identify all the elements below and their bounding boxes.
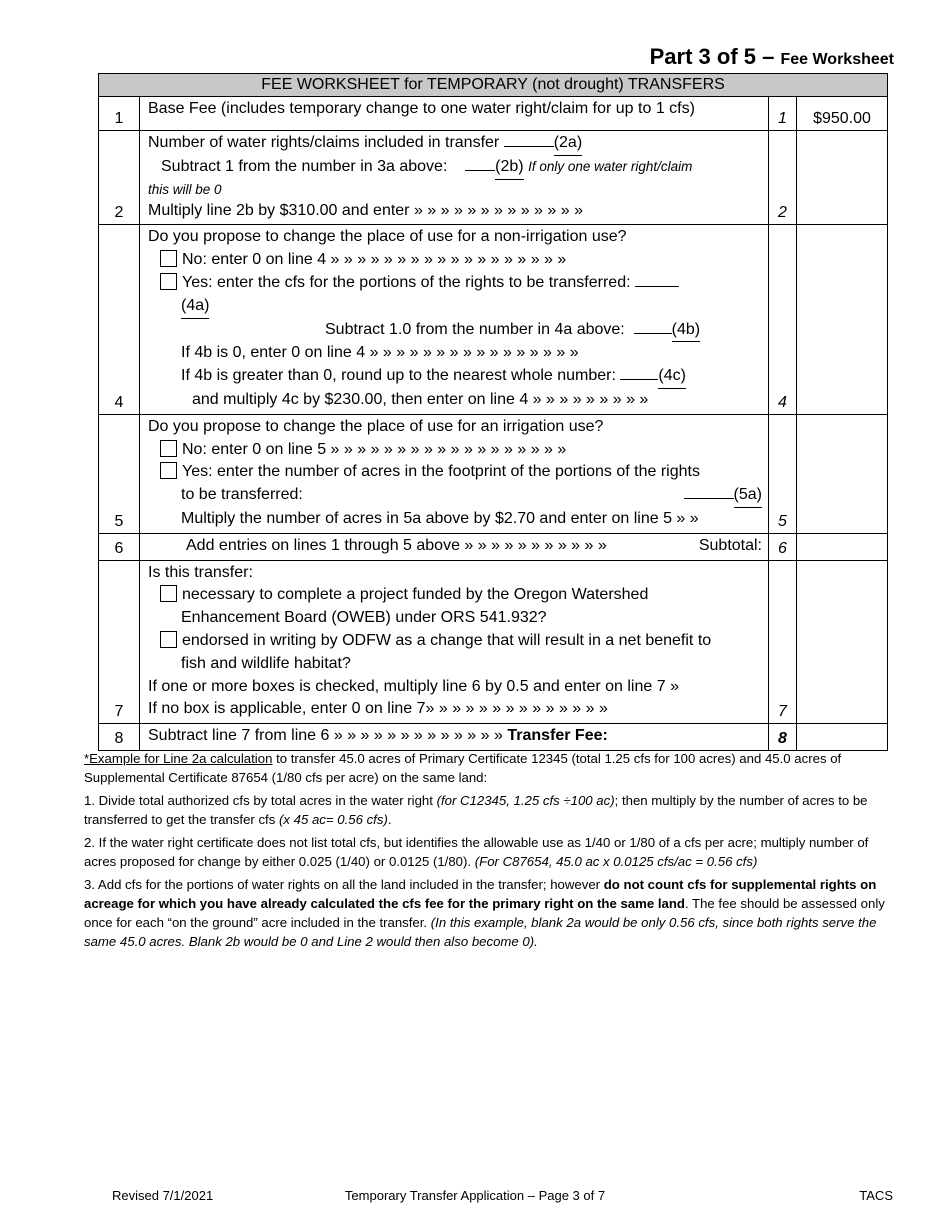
row-number: 7 <box>99 560 140 724</box>
note-2-b: (For C87654, 45.0 ac x 0.0125 cfs/ac = 0.56 cfs) <box>474 854 758 869</box>
row-5-question: Do you propose to change the place of use for an irrigation use? <box>148 417 604 435</box>
row-4-subtract: Subtract 1.0 from the number in 4a above: <box>325 320 625 338</box>
row-4-yes-label: Yes: enter the cfs for the portions of the rights to be transferred: <box>182 273 631 291</box>
field-2a-blank[interactable] <box>504 146 554 147</box>
row-5-amount[interactable] <box>797 414 888 533</box>
field-4b-blank[interactable] <box>634 333 672 334</box>
yes-checkbox[interactable] <box>160 462 177 479</box>
row-4-no-label: No: enter 0 on line 4 » » » » » » » » » » » » » » » » » » <box>182 251 567 269</box>
odfw-label: endorsed in writing by ODFW as a change that will result in a net benefit to <box>182 631 712 649</box>
row-7-amount[interactable] <box>797 560 888 724</box>
row-7-checked-line: If one or more boxes is checked, multiply line 6 by 0.5 and enter on line 7 » <box>148 677 679 695</box>
line-ref: 5 <box>769 414 797 533</box>
field-4c-tag: (4c) <box>658 365 686 389</box>
row-number: 5 <box>99 414 140 533</box>
note-3-b: do not count cfs for supplemental rights on acreage for which you have already calculated the cfs fee for the primary right on the same land <box>84 877 877 911</box>
odfw-checkbox[interactable] <box>160 631 177 648</box>
row-2-amount[interactable] <box>797 131 888 225</box>
subtotal-amount[interactable] <box>797 533 888 560</box>
field-4c-blank[interactable] <box>620 379 658 380</box>
note-3-d: (In this example, blank 2a would be only 0.56 cfs, since both rights serve the same 45.0 acres. Blank 2b would be 0 and Line 2 would then also become 0). <box>84 915 877 949</box>
row-8-text: Subtract line 7 from line 6 » » » » » » » » » » » » » <box>148 727 503 745</box>
line-ref: 2 <box>769 131 797 225</box>
line-ref: 6 <box>769 533 797 560</box>
row-number: 2 <box>99 131 140 225</box>
row-4 <box>99 225 888 414</box>
part-header <box>650 44 894 70</box>
oweb-label-cont: Enhancement Board (OWEB) under ORS 541.932? <box>181 609 547 627</box>
field-4a-tag: (4a) <box>181 295 209 319</box>
row-4-multiply-line: and multiply 4c by $230.00, then enter on line 4 » » » » » » » » » <box>192 390 649 408</box>
line-ref: 7 <box>769 560 797 724</box>
calculation-notes <box>84 749 890 955</box>
row-4-zero-line: If 4b is 0, enter 0 on line 4 » » » » » » » » » » » » » » » » <box>181 344 579 362</box>
row-1 <box>99 97 888 131</box>
row-5-no-label: No: enter 0 on line 5 » » » » » » » » » » » » » » » » » » <box>182 440 567 458</box>
fee-worksheet-table <box>98 73 888 751</box>
note-3-a: 3. Add cfs for the portions of water rights on all the land included in the transfer; however <box>84 877 604 892</box>
field-2b-blank[interactable] <box>465 170 495 171</box>
note-3 <box>84 875 890 951</box>
row-5-transferred: to be transferred: <box>181 486 303 504</box>
transfer-fee-amount[interactable] <box>797 724 888 751</box>
note-1-e: . <box>387 812 392 827</box>
notes-intro <box>84 749 890 787</box>
row-2-note: If only one water right/claim <box>528 158 693 174</box>
footer-revised: Revised 7/1/2021 <box>112 1188 214 1203</box>
row-1-text: Base Fee (includes temporary change to one water right/claim for up to 1 cfs) <box>148 100 695 117</box>
line-ref: 4 <box>769 225 797 414</box>
no-checkbox[interactable] <box>160 250 177 267</box>
field-4b-tag: (4b) <box>672 319 700 343</box>
footer-code: TACS <box>859 1188 893 1203</box>
row-6 <box>99 533 888 560</box>
row-4-question: Do you propose to change the place of use for a non-irrigation use? <box>148 228 627 246</box>
row-2-line-3: this will be 0 <box>148 181 222 197</box>
field-2a-tag: (2a) <box>554 132 582 156</box>
row-4-round-line: If 4b is greater than 0, round up to the nearest whole number: <box>181 367 616 385</box>
part-label: Part 3 of 5 – <box>649 44 775 69</box>
row-number: 4 <box>99 225 140 414</box>
subtotal-label: Subtotal: <box>698 536 762 554</box>
row-number: 1 <box>99 97 140 131</box>
row-2-line-4: Multiply line 2b by $310.00 and enter » » » » » » » » » » » » » <box>148 201 583 219</box>
oweb-checkbox[interactable] <box>160 585 177 602</box>
row-4-amount[interactable] <box>797 225 888 414</box>
field-4a-blank[interactable] <box>635 286 679 287</box>
base-fee-amount: $950.00 <box>797 97 888 131</box>
no-checkbox[interactable] <box>160 440 177 457</box>
note-1-c: ; then multiply by the number of acres to be transferred to get the transfer cfs <box>84 793 868 827</box>
footer-page: Temporary Transfer Application – Page 3 of 7 <box>344 1188 606 1203</box>
field-2b-tag: (2b) <box>495 156 523 180</box>
row-2 <box>99 131 888 225</box>
row-2-line-2: Subtract 1 from the number in 3a above: <box>161 157 448 175</box>
note-2 <box>84 833 890 871</box>
line-ref: 8 <box>769 724 797 751</box>
note-1-d: (x 45 ac= 0.56 cfs) <box>278 812 388 827</box>
field-5a-tag: (5a) <box>734 484 762 508</box>
notes-intro-text: to transfer 45.0 acres of Primary Certificate 12345 (total 1.25 cfs for 100 acres) and 45.0 acres of Supplemental Certificate 87654 (1/80 cfs per acre) on the same land: <box>84 751 842 785</box>
row-5-yes-label: Yes: enter the number of acres in the footprint of the portions of the rights <box>182 463 700 481</box>
worksheet-title: FEE WORKSHEET for TEMPORARY (not drought) TRANSFERS <box>99 74 888 97</box>
transfer-fee-label: Transfer Fee: <box>507 727 608 745</box>
oweb-label: necessary to complete a project funded by the Oregon Watershed <box>182 586 649 604</box>
row-5-multiply-line: Multiply the number of acres in 5a above by $2.70 and enter on line 5 » » <box>181 509 699 527</box>
yes-checkbox[interactable] <box>160 273 177 290</box>
row-number: 6 <box>99 533 140 560</box>
note-1-a: 1. Divide total authorized cfs by total acres in the water right <box>84 793 437 808</box>
line-ref: 1 <box>769 97 797 131</box>
row-6-text: Add entries on lines 1 through 5 above » » » » » » » » » » » <box>186 536 607 554</box>
part-subtitle: Fee Worksheet <box>780 51 894 68</box>
row-7-nobox-line: If no box is applicable, enter 0 on line 7» » » » » » » » » » » » » » <box>148 700 608 718</box>
row-number: 8 <box>99 724 140 751</box>
notes-intro-heading: *Example for Line 2a calculation <box>84 751 273 766</box>
row-7-question: Is this transfer: <box>148 563 253 581</box>
odfw-label-cont: fish and wildlife habitat? <box>181 654 351 672</box>
field-5a-blank[interactable] <box>684 498 734 499</box>
note-3-c: . The fee should be assessed only once for each “on the ground” acre included in the transfer. <box>84 896 885 930</box>
row-2-line-1: Number of water rights/claims included in transfer <box>148 134 500 151</box>
note-1 <box>84 791 890 829</box>
note-2-a: 2. If the water right certificate does not list total cfs, but identifies the allowable use as 1/40 or 1/80 of a cfs per acre; multiply number of acres proposed for change by either 0.025 (1/40) or 0.0125 (1/80). <box>84 835 869 869</box>
row-8 <box>99 724 888 751</box>
note-1-b: (for C12345, 1.25 cfs ÷100 ac) <box>436 793 615 808</box>
row-5 <box>99 414 888 533</box>
worksheet-title-row <box>99 74 888 97</box>
row-7 <box>99 560 888 724</box>
